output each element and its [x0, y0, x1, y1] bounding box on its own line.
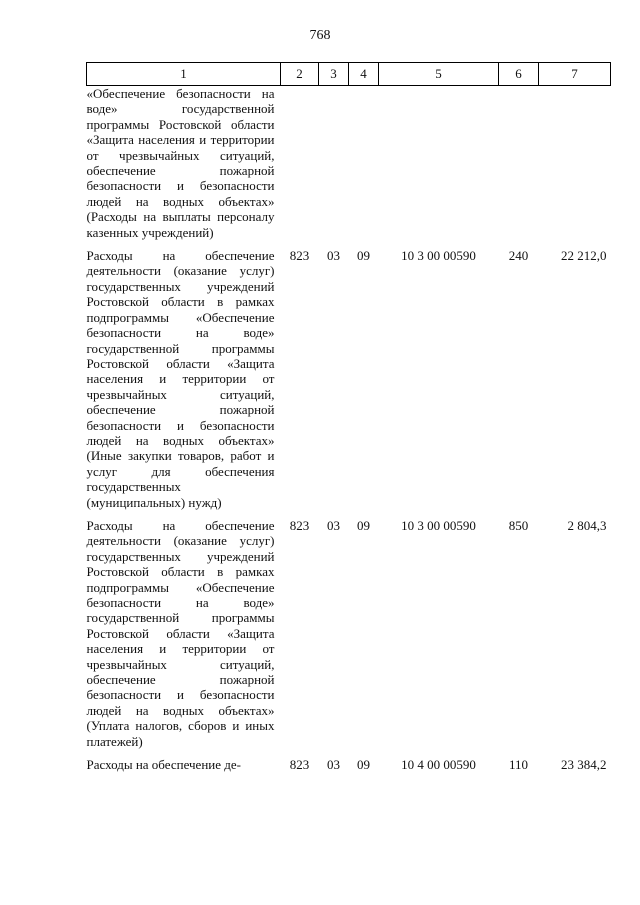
column-header-7: 7	[539, 63, 611, 86]
row-target-article: 10 4 00 00590	[401, 757, 476, 773]
table-row	[87, 518, 611, 757]
row-subsection	[349, 86, 379, 249]
row-ministry: 823	[289, 248, 310, 264]
column-header-3: 3	[319, 63, 349, 86]
table-row	[87, 248, 611, 518]
row-expense-type: 240	[508, 248, 529, 264]
row-amount: 23 384,2	[561, 757, 607, 773]
row-description: Расходы на обеспечение деятельности (оказание услуг) государственных учреждений Ростовской области в рамках подпрограммы «Обеспечение безопасности на воде» государственной программы Ростовской области «Защита населения и территории от чрезвычайных ситуаций, обеспечение пожарной безопасности и безопасности людей на водных объектах» (Иные закупки товаров, работ и услуг для обеспечения государственных (муниципальных) нужд)	[86, 248, 275, 510]
column-header-6: 6	[499, 63, 539, 86]
budget-table	[86, 62, 611, 772]
row-expense-type: 850	[508, 517, 529, 533]
column-header-2: 2	[281, 63, 319, 86]
row-ministry: 823	[289, 757, 310, 773]
row-amount: 2 804,3	[567, 517, 607, 533]
row-target-article	[379, 86, 499, 249]
column-header-1: 1	[87, 63, 281, 86]
row-section: 03	[327, 517, 340, 533]
row-expense-type: 110	[508, 757, 529, 773]
row-section: 03	[327, 248, 340, 264]
row-amount: 22 212,0	[561, 248, 607, 264]
header-row	[87, 63, 611, 86]
table-row	[87, 757, 611, 772]
row-subsection: 09	[357, 248, 370, 264]
row-description: Расходы на обеспечение де-	[86, 757, 241, 773]
row-ministry: 823	[289, 517, 310, 533]
table-row	[87, 86, 611, 249]
row-section	[319, 86, 349, 249]
row-target-article: 10 3 00 00590	[401, 248, 476, 264]
row-ministry	[281, 86, 319, 249]
row-expense-type	[499, 86, 539, 249]
row-subsection: 09	[357, 757, 370, 773]
row-description: Расходы на обеспечение деятельности (оказание услуг) государственных учреждений Ростовской области в рамках подпрограммы «Обеспечение безопасности на воде» государственной программы Ростовской области «Защита населения и территории от чрезвычайных ситуаций, обеспечение пожарной безопасности и безопасности людей на водных объектах» (Уплата налогов, сборов и иных платежей)	[86, 517, 275, 749]
column-header-5: 5	[379, 63, 499, 86]
row-subsection: 09	[357, 517, 370, 533]
column-header-4: 4	[349, 63, 379, 86]
row-amount	[539, 86, 611, 249]
row-section: 03	[327, 757, 340, 773]
page-number: 768	[309, 28, 331, 43]
row-target-article: 10 3 00 00590	[401, 517, 476, 533]
row-description: «Обеспечение безопасности на воде» государственной программы Ростовской области «Защита населения и территории от чрезвычайных ситуаций, обеспечение пожарной безопасности и безопасности людей на водных объектах» (Расходы на выплаты персоналу казенных учреждений)	[86, 86, 275, 240]
